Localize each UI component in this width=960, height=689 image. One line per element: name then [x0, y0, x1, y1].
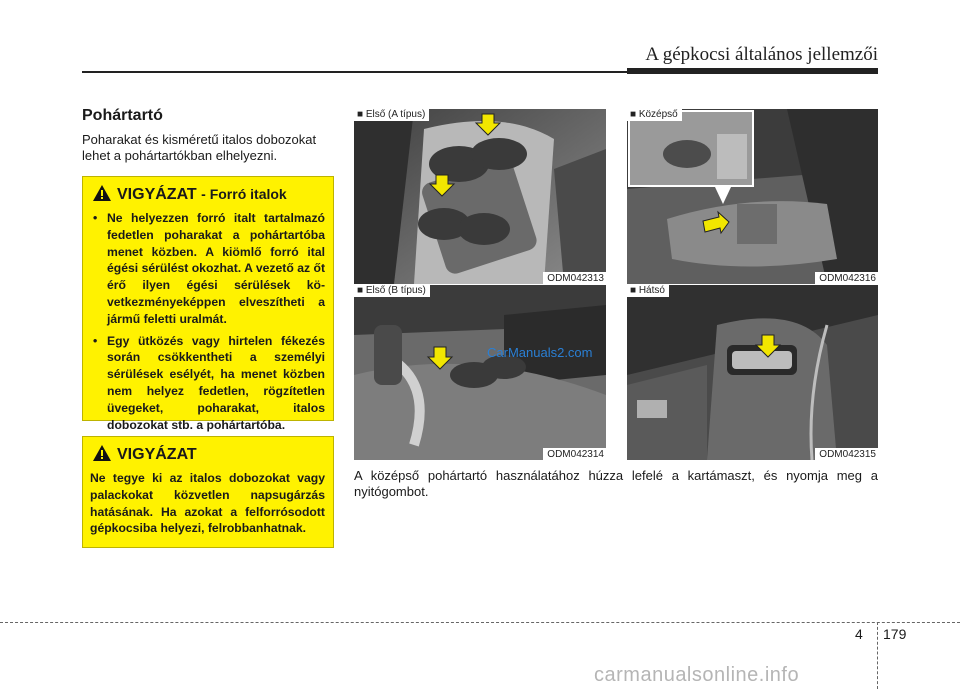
photo-front-type-b: [354, 285, 606, 460]
warning-text: Ne tegye ki az italos dobozokat vagy palackokat közvetlen napsugárzás hatásának. Ha azokat a felforrósodott gépkocsiba helyezi, felrobbanhatnak.: [90, 471, 325, 536]
figure-code: ODM042315: [815, 448, 878, 460]
site-watermark: carmanualsonline.info: [594, 664, 800, 686]
section-intro: Poharakat és kisméretű italos dobozokat lehet a pohártartókban elhelyezni.: [82, 132, 317, 163]
warning-box-sunlight: [82, 436, 334, 548]
warning-list-item: • Ne helyezzen forró italt tartalmazó fedetlen poharakat a pohártartóba menet közben. A kiömlő forró ital égési sérülést okozhat. A vezető az őt érő ilyen égési sérülések következményeképpen elveszítheti a jármű feletti uralmát.: [93, 211, 325, 326]
photo-front-type-a: [354, 109, 606, 284]
figure-code: ODM042316: [815, 272, 878, 284]
warning-list-item: • Egy ütközés vagy hirtelen fékezés során csökkentheti a személyi sérülések esélyét, ha menet közben nem helyez fedetlen, rögzítetlen üvegeket, poharakat, italos dobozokat stb. a pohártartóba.: [93, 333, 325, 432]
warning-title: VIGYÁZAT: [117, 446, 197, 463]
photo-middle: [627, 109, 878, 284]
figure-code: ODM042314: [543, 448, 606, 460]
running-header: A gépkocsi általános jellemzői: [645, 44, 878, 65]
warning-triangle-icon: [93, 185, 111, 206]
warning-title: VIGYÁZAT: [117, 186, 197, 203]
warning-item-text: Ne helyezzen forró italt tartalmazó fedetlen poharakat a pohártartóba menet közben. A kiömlő forró ital égési sérülést okozhat. A vezető az őt érő ilyen égési sérülések következményeképpen elveszítheti a jármű feletti uralmát.: [107, 211, 325, 326]
warning-subtitle: - Forró italok: [201, 186, 287, 202]
warning-heading: [93, 445, 197, 466]
warning-item-text: Egy ütközés vagy hirtelen fékezés során csökkentheti a személyi sérülések esélyét, ha menet közben nem helyez fedetlen, rögzítetlen üvegeket, poharakat, italos dobozokat stb. a pohártartóba.: [107, 333, 325, 432]
header-rule-accent: [627, 68, 878, 74]
figure-label: ■ Első (A típus): [354, 109, 429, 121]
footer-divider: [877, 622, 878, 689]
warning-triangle-icon: [93, 445, 111, 466]
section-title: Pohártartó: [82, 107, 163, 124]
overlay-watermark: CarManuals2.com: [487, 345, 593, 360]
warning-list: [89, 210, 325, 438]
warning-heading: [93, 185, 287, 206]
footer-rule: [0, 622, 960, 623]
figure-code: ODM042313: [543, 272, 606, 284]
warning-box-hot-drinks: [82, 176, 334, 432]
chapter-number: 4: [855, 626, 863, 642]
page-number: 179: [883, 626, 907, 642]
figure-label: ■ Középső: [627, 109, 682, 121]
figure-label: ■ Hátsó: [627, 285, 669, 297]
figure-caption: A középső pohártartó használatához húzza lefelé a kartámaszt, és nyomja meg a nyitógombot.: [354, 468, 878, 499]
photo-rear: [627, 285, 878, 460]
figure-label: ■ Első (B típus): [354, 285, 430, 297]
